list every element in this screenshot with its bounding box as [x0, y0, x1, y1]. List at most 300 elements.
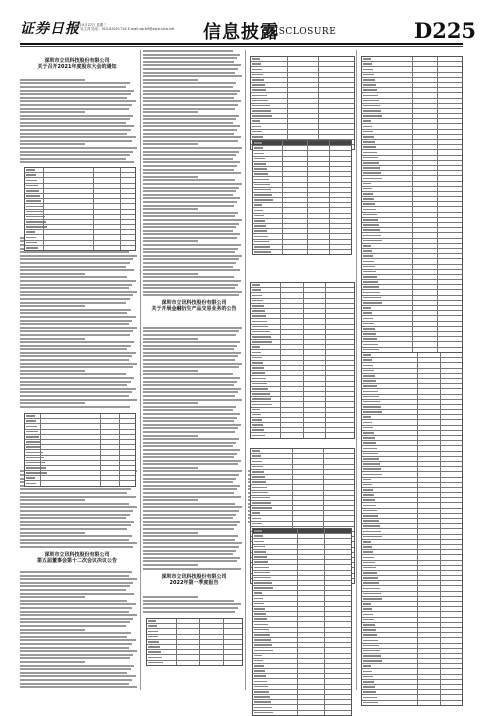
table-cell-divider — [329, 146, 330, 150]
table-cell-divider — [282, 208, 283, 212]
body-text-line — [20, 334, 130, 336]
table-cell-divider — [325, 361, 326, 365]
table-cell-text — [252, 131, 262, 133]
table-cell-divider — [40, 481, 41, 485]
table-cell-divider — [307, 193, 308, 197]
table-cell-text — [363, 292, 380, 294]
table-cell-text — [252, 305, 264, 307]
body-text-line — [143, 54, 240, 56]
table-cell-text — [26, 426, 37, 428]
table-cell-text — [254, 639, 271, 641]
data-table — [250, 282, 355, 439]
table-cell-divider — [323, 480, 324, 484]
table-cell-divider — [287, 62, 288, 66]
body-text-line — [20, 298, 130, 300]
table-cell-divider — [287, 114, 288, 118]
table-cell-text — [254, 618, 267, 620]
table-cell-divider — [280, 418, 281, 422]
body-text-line — [20, 661, 85, 663]
body-text-line — [20, 510, 133, 512]
table-cell-divider — [440, 363, 441, 367]
table-cell-divider — [323, 522, 324, 526]
body-text-line — [143, 294, 239, 296]
announcement-title: 2022年第一季度报告 — [169, 580, 219, 586]
table-cell-divider — [440, 664, 441, 668]
table-cell-text — [363, 266, 375, 268]
body-text-line — [143, 75, 242, 77]
table-cell-divider — [282, 167, 283, 171]
table-cell-divider — [417, 493, 418, 497]
table-cell-divider — [303, 408, 304, 412]
body-text-line — [143, 100, 241, 102]
table-cell-divider — [440, 441, 441, 445]
table-cell-divider — [417, 467, 418, 471]
table-cell-divider — [303, 299, 304, 303]
table-cell-text — [363, 546, 372, 548]
table-cell-divider — [176, 655, 177, 659]
table-cell-divider — [437, 182, 438, 186]
body-text-line — [143, 449, 240, 451]
table-cell-text — [254, 189, 271, 191]
table-cell-divider — [43, 178, 44, 182]
table-cell-text — [363, 494, 374, 496]
table-cell-text — [363, 437, 375, 439]
body-text-line — [20, 327, 137, 329]
table-cell-divider — [417, 602, 418, 606]
table-cell-divider — [412, 156, 413, 160]
table-cell-divider — [303, 314, 304, 318]
table-cell-divider — [417, 654, 418, 658]
table-cell-divider — [303, 319, 304, 323]
table-cell-divider — [280, 382, 281, 386]
body-text-line — [20, 147, 137, 149]
table-cell-divider — [307, 219, 308, 223]
table-cell-text — [363, 385, 377, 387]
table-cell-divider — [329, 141, 330, 145]
table-cell-text — [254, 608, 265, 610]
table-cell-divider — [437, 233, 438, 237]
table-cell-text — [252, 310, 265, 312]
table-cell-divider — [100, 461, 101, 465]
body-text-line — [143, 550, 236, 552]
table-cell-divider — [329, 208, 330, 212]
body-text-line — [20, 603, 136, 605]
table-cell-divider — [323, 485, 324, 489]
table-cell-divider — [282, 162, 283, 166]
table-cell-text — [363, 588, 380, 590]
table-cell-text — [252, 362, 263, 364]
table-cell-text — [363, 396, 379, 398]
body-text-line — [143, 596, 198, 598]
table-cell-text — [363, 593, 381, 595]
table-cell-divider — [412, 202, 413, 206]
table-cell-divider — [417, 529, 418, 533]
table-cell-text — [252, 321, 267, 323]
body-text-line — [143, 140, 238, 142]
table-cell-divider — [437, 259, 438, 263]
table-cell-divider — [325, 330, 326, 334]
table-cell-divider — [297, 690, 298, 694]
table-cell-text — [26, 190, 39, 192]
body-text-line — [20, 151, 133, 153]
body-text-line — [20, 575, 129, 577]
table-cell-divider — [440, 374, 441, 378]
body-text-line — [143, 539, 235, 541]
table-cell-text — [363, 141, 375, 143]
table-cell-text — [26, 431, 38, 433]
table-cell-divider — [325, 382, 326, 386]
table-cell-divider — [199, 619, 200, 623]
table-cell-divider — [412, 171, 413, 175]
table-cell-divider — [412, 130, 413, 134]
table-cell-divider — [323, 496, 324, 500]
table-cell-divider — [440, 457, 441, 461]
body-text-line — [20, 532, 85, 534]
table-cell-divider — [417, 452, 418, 456]
table-cell-text — [254, 701, 271, 703]
announcement-title: 关于召开2021年度股东大会的通知 — [37, 64, 117, 70]
table-cell-text — [252, 372, 265, 374]
table-cell-divider — [324, 581, 325, 585]
table-cell-divider — [325, 319, 326, 323]
table-cell-text — [252, 120, 260, 122]
body-text-line — [20, 492, 127, 494]
table-cell-text — [363, 95, 378, 97]
table-cell-divider — [440, 410, 441, 414]
table-cell-divider — [100, 476, 101, 480]
table-cell-divider — [199, 645, 200, 649]
body-text-line — [143, 359, 235, 361]
table-cell-text — [363, 152, 377, 154]
table-cell-divider — [297, 622, 298, 626]
table-cell-divider — [437, 99, 438, 103]
table-cell-text — [26, 169, 35, 171]
table-cell-divider — [329, 203, 330, 207]
table-cell-divider — [325, 293, 326, 297]
table-cell-text — [148, 651, 161, 653]
body-text-line — [20, 546, 133, 548]
table-cell-divider — [120, 194, 121, 198]
table-cell-text — [254, 577, 271, 579]
table-cell-text — [363, 697, 377, 699]
table-cell-text — [252, 429, 264, 431]
table-cell-divider — [412, 233, 413, 237]
table-cell-divider — [119, 440, 120, 444]
table-cell-divider — [325, 376, 326, 380]
table-cell-divider — [440, 680, 441, 684]
table-cell-divider — [297, 555, 298, 559]
table-cell-divider — [280, 392, 281, 396]
table-cell-divider — [303, 376, 304, 380]
body-text-line — [143, 445, 233, 447]
table-cell-text — [26, 472, 47, 474]
table-cell-divider — [297, 648, 298, 652]
body-text-line — [143, 438, 239, 440]
table-cell-text — [254, 665, 264, 667]
table-cell-divider — [318, 83, 319, 87]
table-cell-text — [252, 126, 261, 128]
table-cell-text — [252, 100, 268, 102]
body-text-line — [143, 481, 233, 483]
table-cell-text — [363, 245, 371, 247]
body-text-line — [143, 226, 236, 228]
table-cell-text — [252, 95, 267, 97]
table-cell-divider — [417, 389, 418, 393]
table-cell-text — [363, 401, 380, 403]
table-cell-divider — [287, 135, 288, 139]
table-cell-text — [254, 241, 269, 243]
table-cell-text — [254, 535, 263, 537]
body-text-line — [20, 539, 129, 541]
table-cell-divider — [324, 643, 325, 647]
body-text-line — [20, 338, 85, 340]
table-cell-divider — [417, 612, 418, 616]
body-text-line — [143, 553, 233, 555]
table-cell-divider — [93, 235, 94, 239]
body-text-line — [143, 215, 235, 217]
body-text-line — [143, 262, 236, 264]
company-name: 深圳市立讯科技股份有限公司 — [44, 58, 110, 64]
body-text-line — [143, 506, 242, 508]
table-cell-divider — [412, 83, 413, 87]
section-subtitle: DISCLOSURE — [267, 27, 337, 37]
table-cell-divider — [325, 371, 326, 375]
table-cell-divider — [292, 480, 293, 484]
table-cell-divider — [437, 316, 438, 320]
table-cell-text — [254, 530, 262, 532]
body-text-line — [20, 675, 136, 677]
table-cell-divider — [303, 387, 304, 391]
announcement-heading — [144, 300, 244, 312]
table-cell-divider — [417, 545, 418, 549]
table-cell-divider — [440, 452, 441, 456]
table-cell-divider — [417, 644, 418, 648]
table-cell-divider — [412, 140, 413, 144]
body-text-line — [143, 528, 234, 530]
body-text-line — [143, 345, 237, 347]
body-text-line — [143, 255, 242, 257]
table-cell-divider — [440, 514, 441, 518]
table-cell-text — [26, 446, 41, 448]
table-cell-divider — [292, 496, 293, 500]
table-cell-divider — [176, 635, 177, 639]
body-text-line — [143, 136, 241, 138]
body-text-line — [143, 287, 235, 289]
table-cell-divider — [440, 633, 441, 637]
table-cell-divider — [412, 150, 413, 154]
table-cell-text — [254, 681, 267, 683]
table-row — [253, 250, 351, 254]
body-text-line — [143, 456, 234, 458]
table-cell-divider — [412, 124, 413, 128]
table-cell-divider — [324, 711, 325, 715]
table-cell-divider — [412, 249, 413, 253]
body-text-line — [143, 125, 240, 127]
table-cell-divider — [437, 223, 438, 227]
table-cell-divider — [412, 218, 413, 222]
table-cell-text — [363, 572, 377, 574]
table-cell-text — [252, 404, 272, 406]
table-cell-divider — [417, 431, 418, 435]
body-text-line — [20, 406, 130, 408]
body-text-line — [143, 97, 234, 99]
table-cell-divider — [323, 475, 324, 479]
table-cell-divider — [280, 335, 281, 339]
table-cell-divider — [119, 445, 120, 449]
table-cell-divider — [323, 454, 324, 458]
table-cell-text — [363, 515, 378, 517]
table-cell-divider — [287, 109, 288, 113]
table-cell-divider — [437, 265, 438, 269]
table-cell-divider — [437, 275, 438, 279]
table-cell-divider — [297, 659, 298, 663]
table-cell-divider — [280, 413, 281, 417]
table-cell-divider — [318, 62, 319, 66]
table-cell-divider — [199, 635, 200, 639]
body-text-line — [143, 510, 239, 512]
table-cell-divider — [280, 433, 281, 437]
table-cell-text — [254, 561, 268, 563]
table-cell-divider — [297, 576, 298, 580]
table-cell-divider — [93, 215, 94, 219]
table-cell-divider — [437, 78, 438, 82]
table-cell-divider — [324, 555, 325, 559]
table-cell-divider — [324, 654, 325, 658]
table-cell-divider — [440, 644, 441, 648]
body-text-line — [143, 470, 242, 472]
table-cell-divider — [323, 470, 324, 474]
table-cell-text — [363, 520, 379, 522]
body-text-line — [143, 496, 241, 498]
table-cell-divider — [292, 522, 293, 526]
body-text-line — [143, 133, 234, 135]
table-cell-text — [363, 562, 375, 564]
table-cell-divider — [437, 67, 438, 71]
table-cell-divider — [43, 204, 44, 208]
table-cell-divider — [437, 337, 438, 341]
body-text-line — [143, 291, 242, 293]
table-cell-divider — [440, 623, 441, 627]
body-text-line — [20, 503, 129, 505]
table-cell-divider — [287, 67, 288, 71]
table-cell-divider — [120, 246, 121, 250]
table-cell-text — [363, 655, 381, 657]
table-cell-divider — [307, 208, 308, 212]
table-cell-divider — [324, 591, 325, 595]
table-cell-divider — [417, 555, 418, 559]
table-cell-divider — [323, 465, 324, 469]
column-1 — [20, 50, 138, 690]
table-cell-text — [363, 681, 374, 683]
table-cell-text — [148, 641, 159, 643]
body-text-line — [143, 463, 238, 465]
table-cell-divider — [303, 433, 304, 437]
table-cell-divider — [120, 215, 121, 219]
table-cell-divider — [329, 219, 330, 223]
table-cell-text — [363, 650, 380, 652]
table-cell-divider — [297, 705, 298, 709]
table-cell-text — [254, 582, 272, 584]
table-cell-divider — [40, 466, 41, 470]
table-cell-divider — [120, 184, 121, 188]
table-cell-divider — [417, 597, 418, 601]
table-cell-divider — [297, 654, 298, 658]
table-cell-text — [252, 63, 261, 65]
table-cell-divider — [40, 435, 41, 439]
table-cell-divider — [43, 241, 44, 245]
table-cell-text — [148, 620, 156, 622]
table-cell-divider — [282, 203, 283, 207]
table-cell-text — [363, 525, 380, 527]
table-cell-divider — [440, 597, 441, 601]
table-cell-divider — [282, 234, 283, 238]
table-cell-text — [252, 110, 271, 112]
table-cell-divider — [93, 168, 94, 172]
table-cell-divider — [119, 414, 120, 418]
table-cell-divider — [119, 456, 120, 460]
body-text-line — [143, 194, 233, 196]
table-cell-divider — [40, 456, 41, 460]
table-cell-divider — [120, 199, 121, 203]
body-text-line — [143, 517, 233, 519]
table-cell-divider — [325, 340, 326, 344]
table-cell-divider — [412, 88, 413, 92]
table-cell-text — [254, 587, 273, 589]
table-cell-divider — [437, 192, 438, 196]
issue-date: 2022年4月27日 星期三 — [70, 23, 107, 27]
body-text-line — [143, 201, 237, 203]
table-cell-text — [252, 481, 266, 483]
table-cell-divider — [329, 229, 330, 233]
body-text-line — [20, 528, 127, 530]
table-cell-divider — [325, 350, 326, 354]
body-text-line — [143, 352, 241, 354]
table-cell-divider — [282, 219, 283, 223]
body-text-line — [143, 205, 234, 207]
table-cell-text — [363, 448, 377, 450]
body-text-line — [20, 309, 131, 311]
table-cell-divider — [440, 649, 441, 653]
table-row — [362, 701, 462, 705]
table-cell-text — [363, 603, 371, 605]
table-cell-divider — [417, 483, 418, 487]
table-cell-divider — [417, 379, 418, 383]
table-cell-divider — [437, 145, 438, 149]
table-cell-text — [252, 471, 264, 473]
table-cell-divider — [307, 167, 308, 171]
body-text-line — [20, 614, 137, 616]
table-cell-divider — [93, 246, 94, 250]
table-cell-divider — [417, 488, 418, 492]
table-cell-divider — [412, 73, 413, 77]
table-cell-divider — [324, 612, 325, 616]
table-cell-divider — [417, 415, 418, 419]
table-cell-divider — [280, 325, 281, 329]
table-row — [253, 711, 351, 715]
table-cell-divider — [437, 301, 438, 305]
table-cell-divider — [417, 353, 418, 357]
table-cell-divider — [93, 241, 94, 245]
body-text-line — [20, 370, 85, 372]
table-cell-divider — [292, 470, 293, 474]
table-cell-divider — [297, 565, 298, 569]
table-cell-divider — [417, 441, 418, 445]
table-cell-divider — [119, 461, 120, 465]
body-text-line — [143, 64, 241, 66]
table-cell-divider — [417, 649, 418, 653]
table-cell-text — [252, 284, 260, 286]
body-text-line — [20, 596, 85, 598]
